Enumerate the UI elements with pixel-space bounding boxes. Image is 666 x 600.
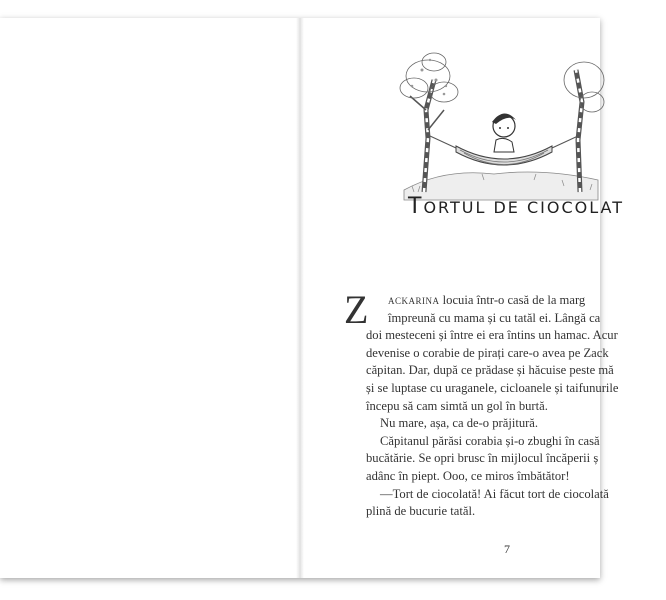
paragraph-3-line-1: Căpitanul părăsi corabia și-o zbughi în casă xyxy=(380,433,600,448)
paragraph-2: Nu mare, așa, ca de-o prăjitură. xyxy=(380,416,539,431)
chapter-title-rest: ORTUL DE CIOCOLAT xyxy=(423,198,625,217)
paragraph-1-line-3: doi mesteceni și între ei era întins un hamac. Acur xyxy=(366,328,618,343)
right-page xyxy=(304,18,625,578)
chapter-title-initial: T xyxy=(408,194,424,219)
paragraph-4-line-1: —Tort de ciocolată! Ai făcut tort de ciocolată xyxy=(380,486,609,501)
book-gutter xyxy=(296,18,304,578)
first-word: ackarina xyxy=(388,293,440,307)
paragraph-1-line-4: devenise o corabie de pirați care-o avea pe Zack xyxy=(366,345,609,360)
book-spread xyxy=(0,18,625,578)
paragraph-3-line-3: adânc în piept. Ooo, ce miros îmbătător! xyxy=(366,468,570,483)
paragraph-1-line-2: împreună cu mama și cu tatăl ei. Lângă ca xyxy=(388,310,601,325)
paragraph-4-line-2: plină de bucurie tatăl. xyxy=(366,504,476,519)
paragraph-1-text-1: locuia într-o casă de la marg xyxy=(442,293,586,307)
chapter-title xyxy=(408,194,624,219)
page-number: 7 xyxy=(504,542,510,556)
hammock-illustration xyxy=(384,40,600,200)
paragraph-1-line-5: căpitan. Dar, după ce prădase și hăcuise peste mă xyxy=(366,363,614,378)
paragraph-3-line-2: bucătărie. Se opri brusc în mijlocul încăperii ș xyxy=(366,451,599,466)
drop-cap: Z xyxy=(344,287,369,332)
story-body xyxy=(344,287,666,521)
paragraph-1-line-6: și se luptase cu uraganele, cicloanele și taifunurile xyxy=(366,380,619,395)
paragraph-1-line-7: începu să cam simtă un gol în burtă. xyxy=(366,398,548,413)
left-page-blank xyxy=(0,18,300,578)
